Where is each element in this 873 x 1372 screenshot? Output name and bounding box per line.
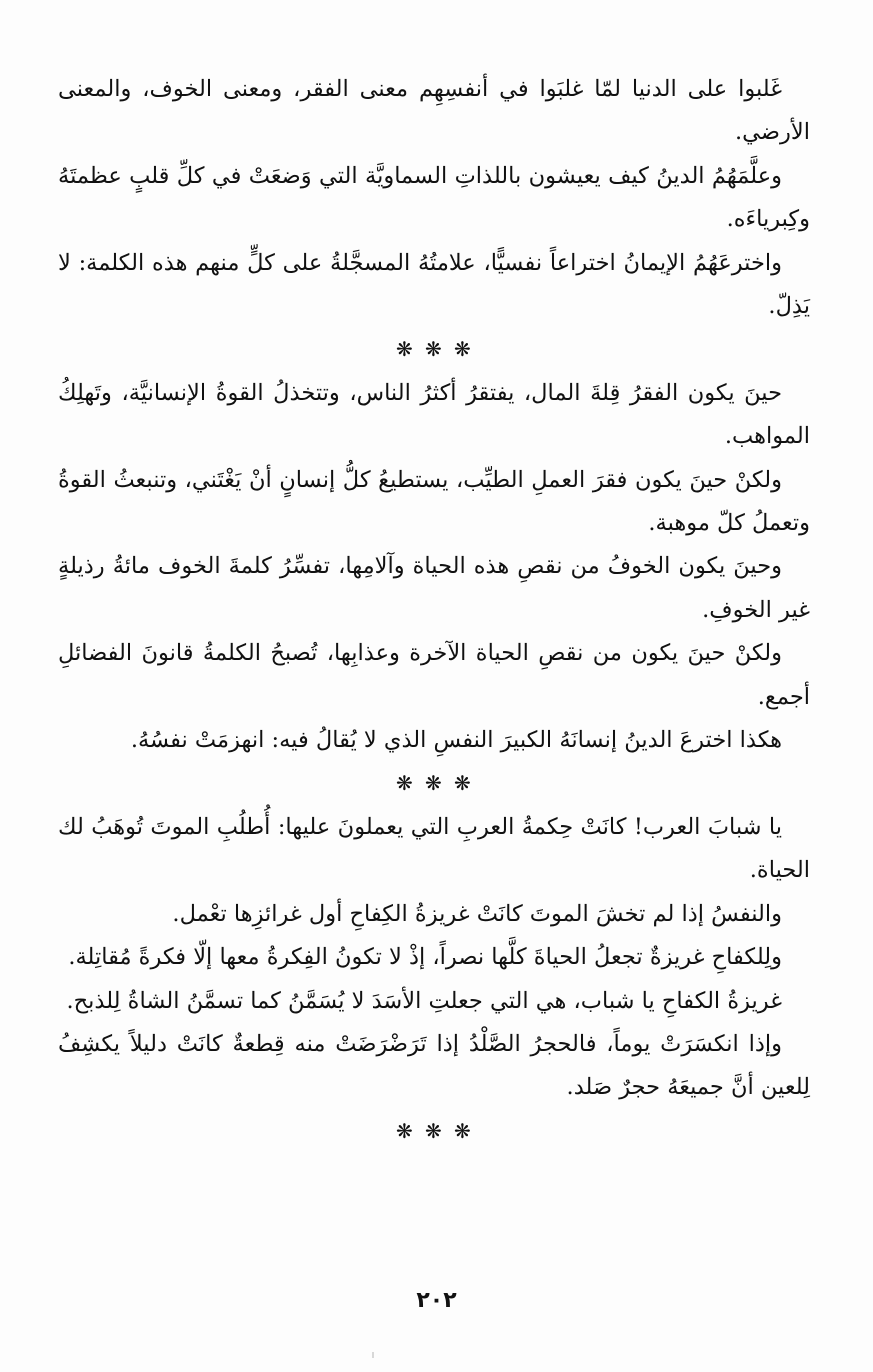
paragraph: ولكنْ حينَ يكون من نقصِ الحياة الآخرة وعذابِها، تُصبحُ الكلمةُ قانونَ الفضائلِ أجمع. bbox=[58, 640, 810, 710]
star-ornament: ❋ bbox=[425, 1118, 446, 1143]
star-ornament: ❋ bbox=[425, 337, 446, 362]
paragraph: وعلَّمَهُمُ الدينُ كيف يعيشون باللذاتِ السماويَّة التي وَضعَتْ في كلِّ قلبٍ عظمتَهُ وكِبرياءَه. bbox=[58, 162, 810, 233]
paragraph: والنفسُ إذا لم تخشَ الموتَ كانَتْ غريزةُ الكِفاحِ أول غرائزِها تعْمل. bbox=[172, 900, 782, 927]
page-number: ٢٠٢ bbox=[416, 1288, 457, 1313]
star-ornament: ❋ bbox=[396, 337, 417, 362]
paragraph: غَلبوا على الدنيا لمّا غلبَوا في أنفسِهِم معنى الفقر، ومعنى الخوف، والمعنى الأرضي. bbox=[58, 76, 810, 146]
star-ornament: ❋ bbox=[453, 1118, 475, 1143]
paragraph: حينَ يكون الفقرُ قِلةَ المال، يفتقرُ أكثرُ الناس، وتتخذلُ القوةُ الإنسانيَّة، وتَهلِكُ المواهب. bbox=[58, 379, 810, 450]
star-ornament: ❋ bbox=[396, 771, 417, 796]
section-separator bbox=[58, 762, 810, 805]
paragraph: وإذا انكسَرَتْ يوماً، فالحجرُ الصَّلْدُ إذا تَرَضْرَضَتْ منه قِطعةٌ كانَتْ دليلاً يكشِفُ لِلعين أنَّ جميعَهُ حجرٌ صَلد. bbox=[58, 1030, 810, 1101]
star-ornament: ❋ bbox=[453, 771, 475, 796]
paragraph: وحينَ يكون الخوفُ من نقصِ هذه الحياة وآلامِها، تفسِّرُ كلمةَ الخوف مائةُ رذيلةٍ غير الخوفِ. bbox=[58, 553, 810, 623]
paragraph: يا شبابَ العرب! كانَتْ حِكمةُ العربِ التي يعملونَ عليها: أُطلُبِ الموتَ تُوهَبُ لك الحياة. bbox=[58, 813, 810, 884]
scan-speck bbox=[372, 1352, 374, 1358]
paragraph: ولكنْ حينَ يكون فقرَ العملِ الطيِّب، يستطيعُ كلُّ إنسانٍ أنْ يَغْتَني، وتنبعثُ القوةُ وتعملُ كلّ موهبة. bbox=[58, 466, 810, 537]
star-ornament: ❋ bbox=[453, 337, 475, 362]
paragraph: واخترعَهُمُ الإيمانُ اختراعاً نفسيًّا، علامتُهُ المسجَّلةُ على كلٍّ منهم هذه الكلمة: لا يَذِلّ. bbox=[58, 249, 810, 320]
star-ornament: ❋ bbox=[425, 771, 446, 796]
paragraph: هكذا اخترعَ الدينُ إنسانَهُ الكبيرَ النفسِ الذي لا يُقالُ فيه: انهزمَتْ نفسُهُ. bbox=[130, 727, 782, 754]
paragraph: ولِلكفاحِ غريزةٌ تجعلُ الحياةَ كلَّها نصراً، إذْ لا تكونُ الفِكرةُ معها إلّا فكرةً مُقاتِلة. bbox=[68, 944, 782, 971]
body-text bbox=[58, 68, 810, 1153]
paragraph: غريزةُ الكفاحِ يا شباب، هي التي جعلتِ الأسَدَ لا يُسَمَّنُ كما تسمَّنُ الشاةُ لِلذبح. bbox=[66, 987, 782, 1014]
section-separator bbox=[58, 328, 810, 371]
star-ornament: ❋ bbox=[396, 1118, 417, 1143]
section-separator bbox=[58, 1110, 810, 1153]
